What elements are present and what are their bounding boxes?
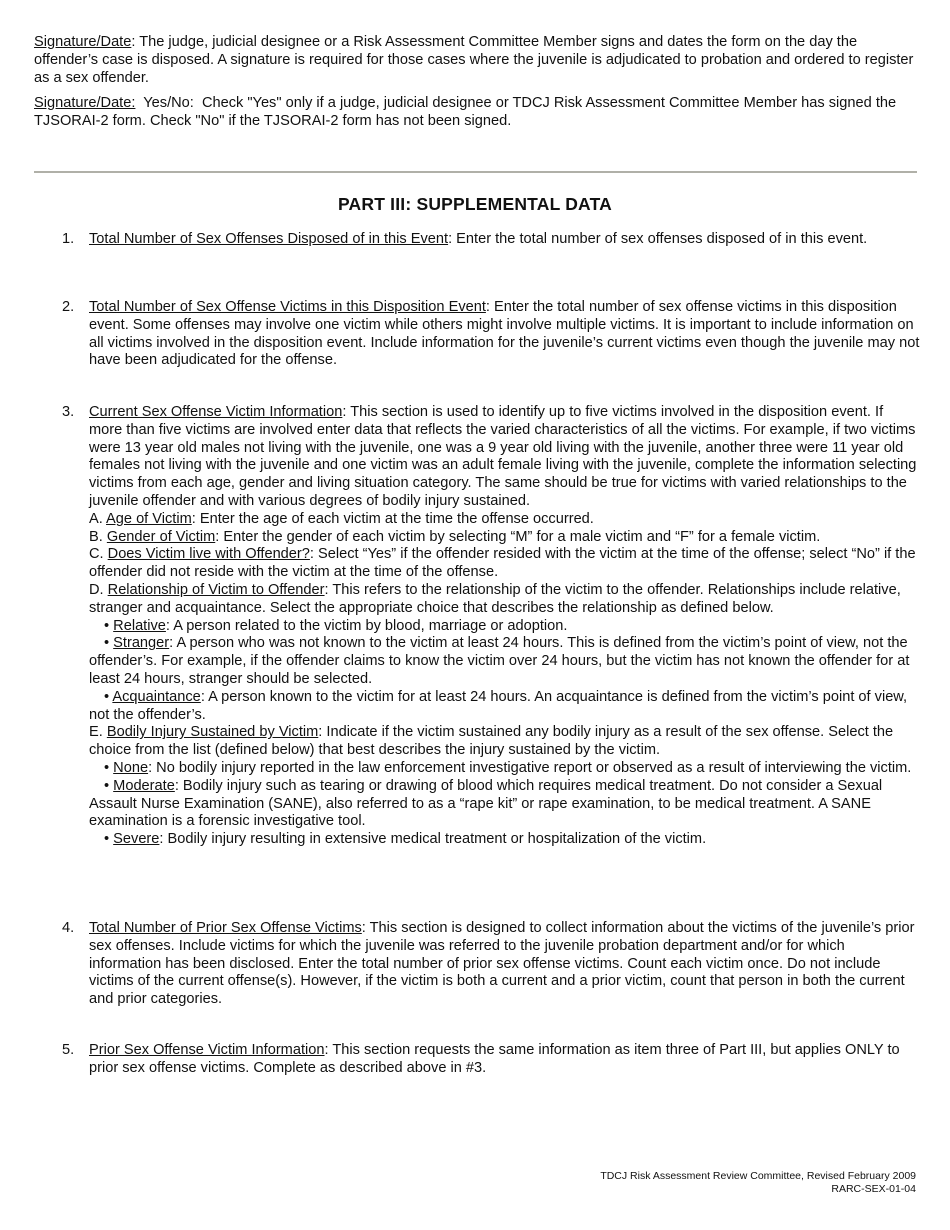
signature-date-yesno-paragraph: [34, 95, 920, 131]
item-2-label: Total Number of Sex Offense Victims in this Disposition Event: [89, 299, 486, 315]
item-3-d-relative: • Relative: A person related to the victim by blood, marriage or adoption.: [104, 617, 568, 634]
item-3-e-moderate: • Moderate: Bodily injury such as tearing or drawing of blood which requires medical treatment. Do not consider a Sexual Assault Nurse Examination (SANE), also referred to as a “rape kit” or rape examination, to be medical treatment. A SANE examination is a forensic investigative tool.: [89, 777, 883, 830]
item-3-e-none: • None: No bodily injury reported in the law enforcement investigative report or observed as a result of interviewing the victim.: [104, 759, 912, 776]
footer-form-code: RARC-SEX-01-04: [831, 1182, 916, 1195]
item-3-e-severe: • Severe: Bodily injury resulting in extensive medical treatment or hospitalization of the victim.: [104, 831, 707, 848]
item-2-text: : Enter the total number of sex offense victims in this disposition event. Some offenses may involve one victim while others might involve multiple victims. It is important to include information on all victims involved in the disposition event. Include information for the juvenile’s current victims even though the juvenile may not have been adjudicated for the offense.: [89, 299, 920, 369]
item-3-a: A. Age of Victim: Enter the age of each victim at the time the offense occurred.: [89, 510, 594, 527]
part3-title: PART III: SUPPLEMENTAL DATA: [337, 194, 613, 214]
item-3-b: B. Gender of Victim: Enter the gender of each victim by selecting “M” for a male victim and “F” for a female victim.: [89, 528, 821, 545]
item-3-text: : This section is used to identify up to five victims involved in the disposition event. If more than five victims are involved enter data that reflects the varied characteristics of all the victims. For example, if two victims were 13 year old males not living with the juvenile, one was a 9 year old living with the juvenile, another three were 11 year old females not living with the juvenile and one victim was an adult female living with the juvenile, complete the information selecting victims from each age, gender and living situation category. The same should be true for victims with varied relationships to the juvenile offender and with various degrees of bodily injury sustained.: [89, 404, 917, 509]
footer-revision: TDCJ Risk Assessment Review Committee, Revised February 2009: [600, 1170, 916, 1182]
item-3-e: E. Bodily Injury Sustained by Victim: Indicate if the victim sustained any bodily injury as a result of the sex offense. Select the choice from the list (defined below) that best describes the injury sustained by the victim.: [89, 724, 894, 759]
section-divider: [34, 171, 917, 173]
item-1-label: Total Number of Sex Offenses Disposed of in this Event: [89, 231, 449, 247]
item-3-label: Current Sex Offense Victim Information: [89, 404, 343, 420]
item-5-text: : This section requests the same information as item three of Part III, but applies ONLY to prior sex offense victims. Complete as described above in #3.: [89, 1042, 900, 1076]
item-3: [62, 404, 920, 849]
item-4-number: 4.: [62, 920, 75, 936]
item-1-number: 1.: [62, 231, 75, 247]
signature-date-paragraph: [34, 34, 920, 87]
item-3-c: C. Does Victim live with Offender?: Select “Yes” if the offender resided with the victim at the time of the offense; select “No” if the offender did not reside with the victim at the time of the offense.: [89, 546, 916, 581]
item-3-d-stranger: • Stranger: A person who was not known to the victim at least 24 hours. This is defined from the victim’s point of view, not the offender’s. For example, if the offender claims to know the victim over 24 hours, but the victim has not known the offender for at least 24 hours, stranger should be selected.: [89, 635, 910, 687]
item-2: [62, 299, 920, 370]
signature-date-text: : The judge, judicial designee or a Risk Assessment Committee Member signs and dates the form on the day the offender’s case is disposed. A signature is required for those cases where the juvenile is adjudicated to probation and ordered to register as a sex offender.: [34, 34, 914, 86]
item-5: [62, 1042, 920, 1078]
signature-date-yesno-label: Signature/Date:: [34, 95, 136, 111]
item-4-text: : This section is designed to collect information about the victims of the juvenile’s prior sex offenses. Include victims for which the juvenile was referred to the juvenile probation department and/or for which information has been disclosed. Enter the total number of prior sex offense victims. Count each victim once. Do not include victims of the current offense(s). However, if the victim is both a current and a prior victim, count that person in both the current and prior categories.: [89, 920, 915, 1008]
item-4-label: Total Number of Prior Sex Offense Victims: [89, 920, 362, 936]
item-1: [62, 231, 920, 249]
signature-date-label: Signature/Date: [34, 34, 132, 50]
item-1-text: : Enter the total number of sex offenses disposed of in this event.: [448, 231, 868, 247]
signature-date-yesno-text: Yes/No: Check "Yes" only if a judge, judicial designee or TDCJ Risk Assessment Committee Member has signed the TJSORAI-2 form. Check "No" if the TJSORAI-2 form has not been signed.: [34, 95, 900, 129]
page-footer: [600, 1170, 916, 1195]
item-5-number: 5.: [62, 1042, 75, 1058]
item-3-d: D. Relationship of Victim to Offender: This refers to the relationship of the victim to the offender. Relationships include relative, stranger and acquaintance. Select the appropriate choice that describes the relationship as defined below.: [89, 581, 901, 616]
item-4: [62, 920, 920, 1009]
item-3-number: 3.: [62, 404, 75, 420]
item-5-label: Prior Sex Offense Victim Information: [89, 1042, 325, 1058]
item-3-d-acquaintance: • Acquaintance: A person known to the victim for at least 24 hours. An acquaintance is defined from the victim’s point of view, not the offender’s.: [89, 688, 908, 723]
item-2-number: 2.: [62, 299, 75, 315]
